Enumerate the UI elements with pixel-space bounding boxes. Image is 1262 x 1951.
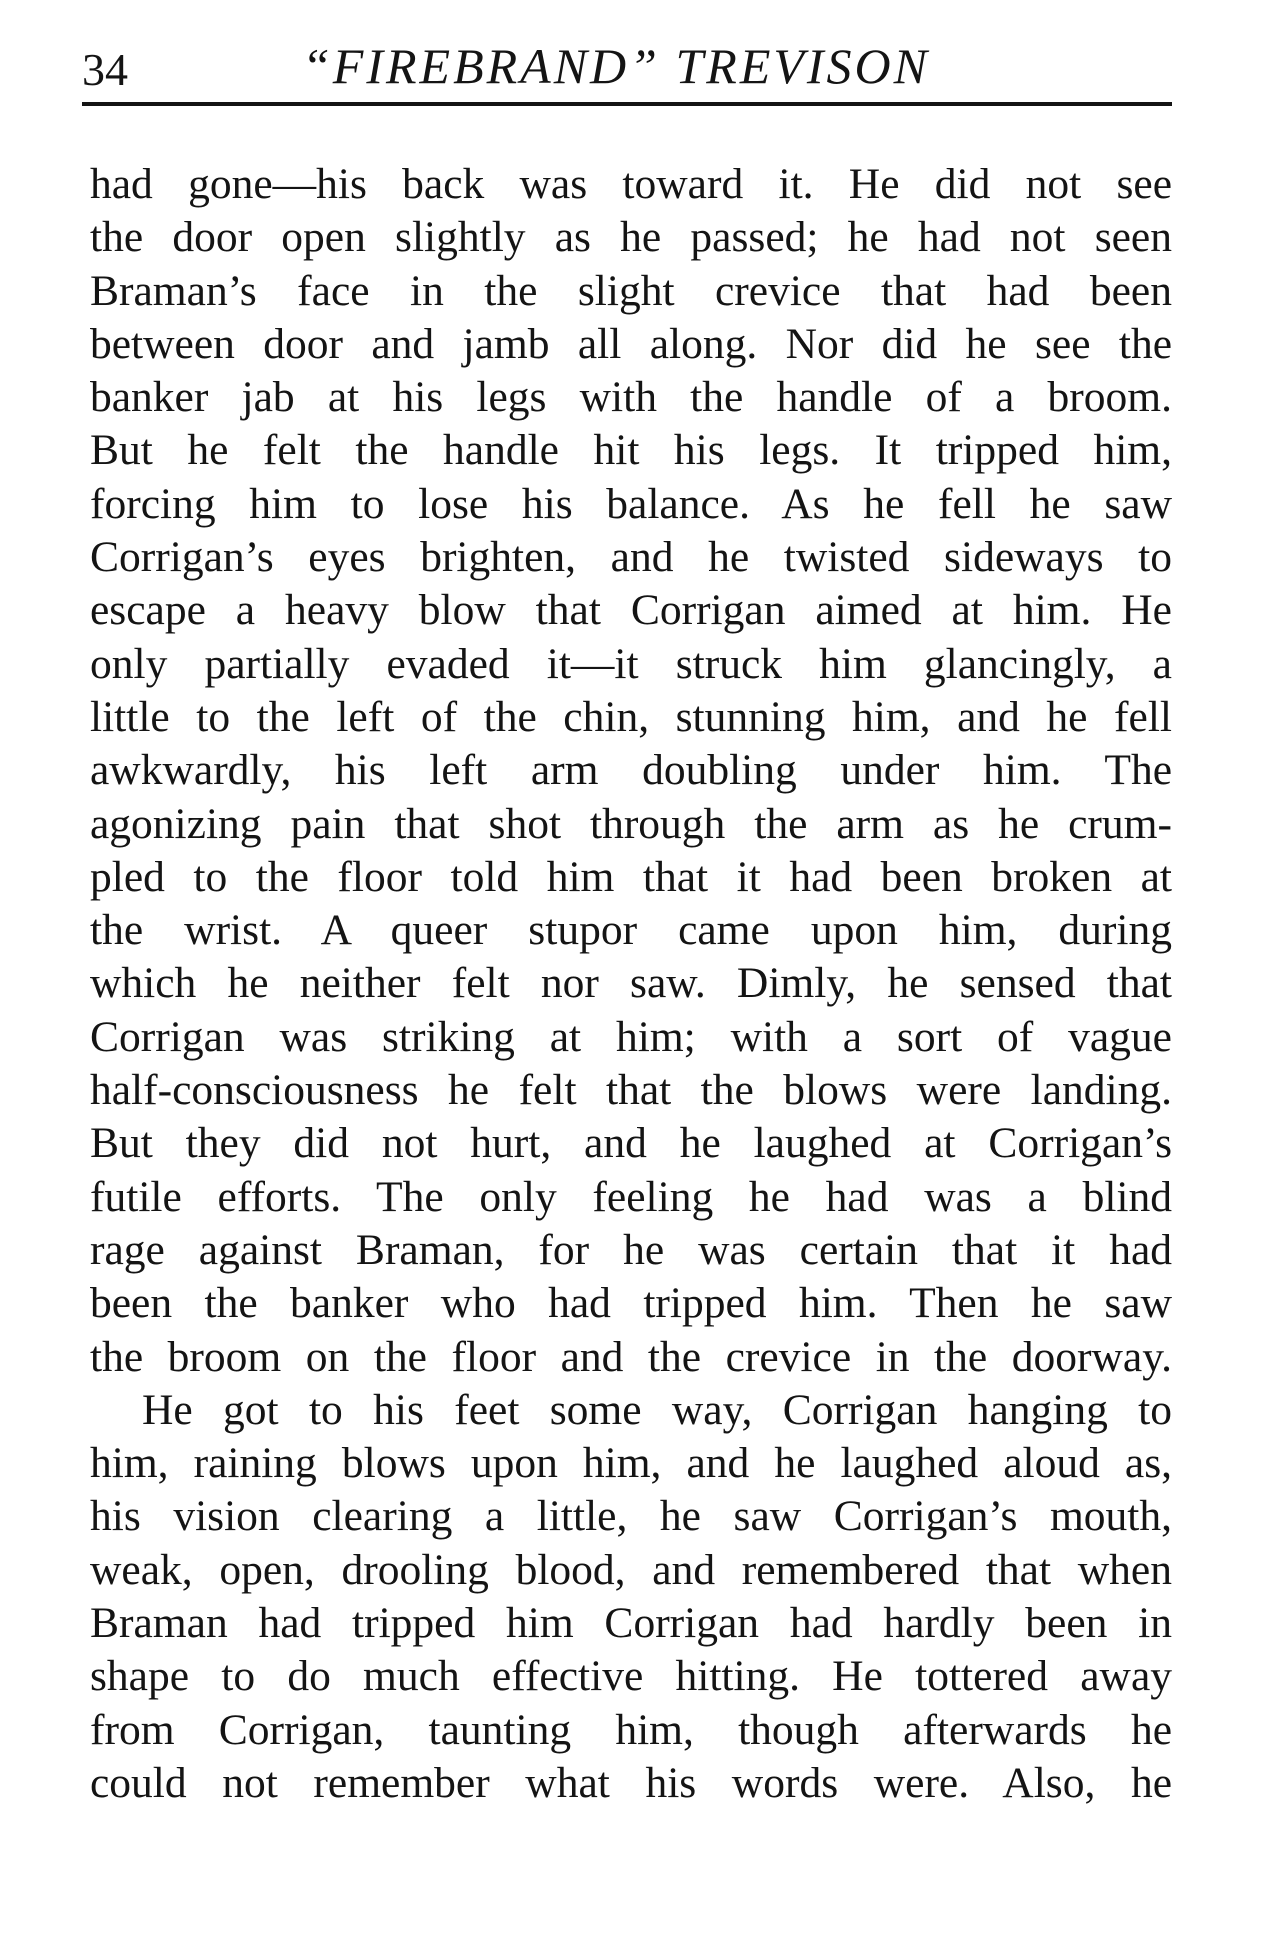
text-line: But they did not hurt, and he laughed at Corrigan’s <box>90 1119 1172 1168</box>
body-text <box>90 158 1172 1810</box>
text-line: Braman had tripped him Corrigan had hardly been in <box>90 1599 1172 1648</box>
text-line: only partially evaded it—it struck him glancingly, a <box>90 639 1172 688</box>
text-line: Corrigan was striking at him; with a sort of vague <box>90 1012 1172 1061</box>
text-line: Braman’s face in the slight crevice that had been <box>90 266 1172 315</box>
text-line: rage against Braman, for he was certain that it had <box>90 1225 1172 1274</box>
text-line: little to the left of the chin, stunning him, and he fell <box>90 692 1172 741</box>
header-rule <box>82 102 1172 106</box>
text-line: the broom on the floor and the crevice in the doorway. <box>90 1332 1172 1381</box>
text-line: forcing him to lose his balance. As he fell he saw <box>90 479 1172 528</box>
text-line: between door and jamb all along. Nor did he see the <box>90 319 1172 368</box>
text-line: weak, open, drooling blood, and remembered that when <box>90 1545 1172 1594</box>
page-number: 34 <box>82 44 128 95</box>
text-line: been the banker who had tripped him. Then he saw <box>90 1279 1172 1328</box>
text-line: futile efforts. The only feeling he had was a blind <box>90 1172 1172 1221</box>
text-line: from Corrigan, taunting him, though afterwards he <box>90 1705 1172 1754</box>
text-line: agonizing pain that shot through the arm as he crum- <box>90 799 1172 848</box>
text-line: could not remember what his words were. Also, he <box>90 1758 1172 1807</box>
text-line: pled to the floor told him that it had been broken at <box>90 852 1172 901</box>
text-line: which he neither felt nor saw. Dimly, he sensed that <box>90 959 1172 1008</box>
text-line: his vision clearing a little, he saw Corrigan’s mouth, <box>90 1492 1172 1541</box>
text-line: the wrist. A queer stupor came upon him, during <box>90 906 1172 955</box>
text-line: shape to do much effective hitting. He tottered away <box>90 1652 1172 1701</box>
text-line: banker jab at his legs with the handle of a broom. <box>90 373 1172 422</box>
text-line: Corrigan’s eyes brighten, and he twisted sideways to <box>90 533 1172 582</box>
text-line: awkwardly, his left arm doubling under him. The <box>90 746 1172 795</box>
running-title: “FIREBRAND” TREVISON <box>302 38 931 94</box>
text-line: escape a heavy blow that Corrigan aimed at him. He <box>90 586 1172 635</box>
running-head <box>82 22 1182 112</box>
text-line: half-consciousness he felt that the blows were landing. <box>90 1066 1172 1115</box>
text-line: him, raining blows upon him, and he laughed aloud as, <box>90 1439 1172 1488</box>
text-line: the door open slightly as he passed; he had not seen <box>90 213 1172 262</box>
text-line: But he felt the handle hit his legs. It tripped him, <box>90 426 1172 475</box>
text-line: He got to his feet some way, Corrigan hanging to <box>142 1385 1172 1434</box>
text-line: had gone—his back was toward it. He did not see <box>90 160 1172 208</box>
